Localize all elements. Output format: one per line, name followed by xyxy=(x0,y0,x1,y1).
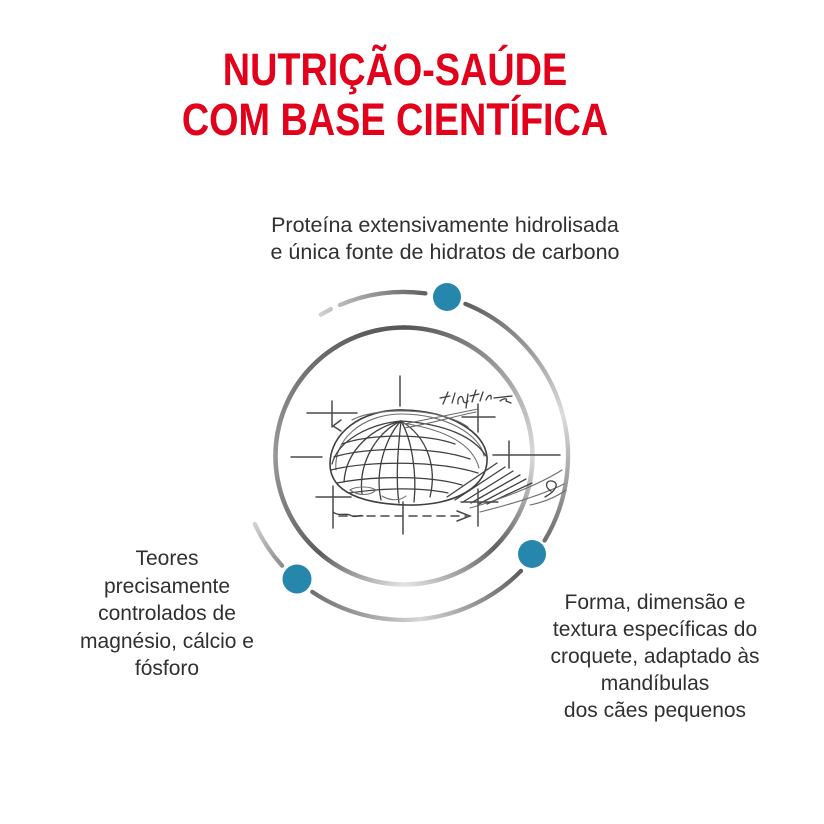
callout-kibble-shape-line-2: textura específicas do xyxy=(552,618,758,641)
callout-minerals-line-3: controlados de xyxy=(98,602,236,625)
callout-protein-line-1: Proteína extensivamente hidrolisada xyxy=(271,213,619,237)
callout-kibble-shape-line-4: mandíbulas xyxy=(600,672,710,695)
inner-orbit-ring xyxy=(276,328,533,585)
page-title-line-2: COM BASE CIENTÍFICA xyxy=(181,94,609,145)
outer-arc-top-left-dash xyxy=(321,309,331,315)
marker-dot-left xyxy=(283,565,312,594)
callout-minerals-line-4: magnésio, cálcio e xyxy=(80,629,254,653)
page-title-line-1: NUTRIÇÃO-SAÚDE xyxy=(222,44,568,95)
callout-minerals xyxy=(57,545,277,683)
callout-minerals-line-5: fósforo xyxy=(134,657,200,680)
kibble-technical-sketch-icon xyxy=(291,376,566,534)
callout-protein xyxy=(245,212,645,266)
callout-minerals-line-1: Teores xyxy=(135,547,199,570)
marker-dot-top xyxy=(433,283,461,311)
marker-dot-right xyxy=(518,540,546,568)
callout-protein-line-2: e única fonte de hidratos de carbono xyxy=(270,240,620,264)
outer-arc-top-left xyxy=(340,292,426,305)
outer-arc-bottom xyxy=(312,571,521,620)
callout-kibble-shape-line-3: croquete, adaptado às xyxy=(550,645,760,668)
callout-minerals-line-2: precisamente xyxy=(103,574,231,598)
callout-kibble-shape-line-1: Forma, dimensão e xyxy=(564,591,746,614)
callout-kibble-shape xyxy=(525,589,785,724)
signature-scribble-icon xyxy=(440,390,512,408)
dimension-line xyxy=(333,511,470,521)
callout-kibble-shape-line-5: dos cães pequenos xyxy=(563,699,747,722)
